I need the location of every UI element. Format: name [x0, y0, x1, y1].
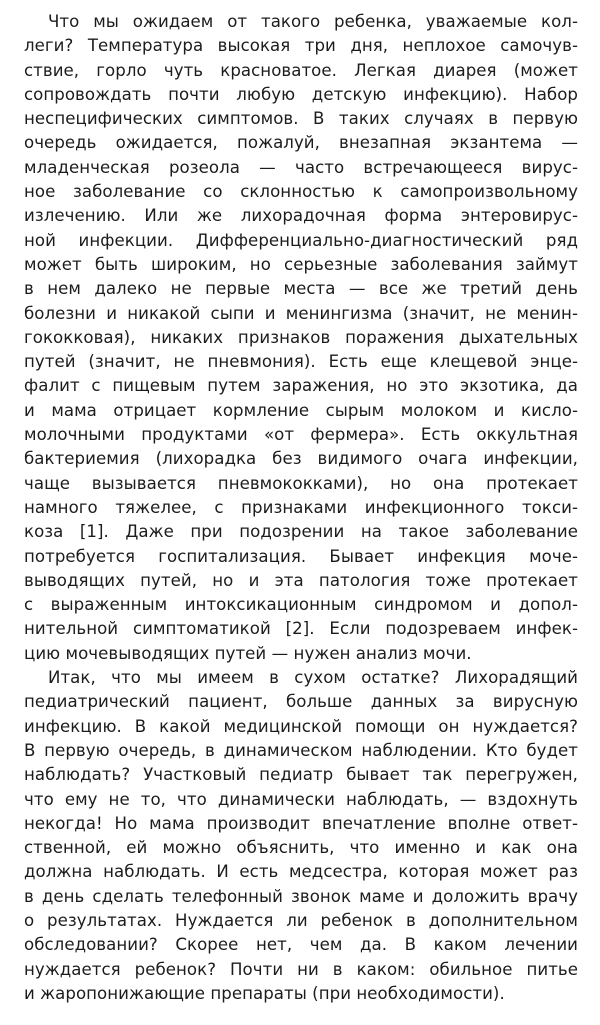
text-line: В первую очередь, в динамическом наблюдении. Кто будет	[24, 740, 578, 760]
text-line: младенческая розеола — часто встречающееся вирус-	[24, 157, 578, 177]
text-line: чаще вызывается пневмококками), но она протекает	[24, 473, 578, 493]
text-line: некогда! Но мама производит впечатление вполне ответ-	[24, 813, 578, 833]
text-line: потребуется госпитализация. Бывает инфекция моче-	[24, 546, 578, 566]
text-line: о результатах. Нуждается ли ребенок в дополнительном	[24, 910, 578, 930]
text-line: ной инфекции. Дифференциально-диагностический ряд	[24, 230, 578, 250]
text-line: сопровождать почти любую детскую инфекцию). Набор	[24, 84, 578, 104]
text-line: Итак, что мы имеем в сухом остатке? Лихорадящий	[48, 668, 578, 688]
paragraph-2	[24, 666, 578, 1006]
text-line: неспецифических симптомов. В таких случаях в первую	[24, 109, 578, 129]
text-line: гококковая), никаких признаков поражения дыхательных	[24, 327, 578, 347]
text-line: с выраженным интоксикационным синдромом и допол-	[24, 595, 578, 615]
text-line: нуждается ребенок? Почти ни в каком: обильное питье	[24, 959, 578, 979]
text-line: может быть широким, но серьезные заболевания займут	[24, 254, 578, 274]
text-line: цию мочевыводящих путей — нужен анализ мочи.	[24, 643, 472, 663]
text-line: нительной симптоматикой [2]. Если подозреваем инфек-	[24, 619, 578, 639]
text-line: педиатрический пациент, больше данных за вирусную	[24, 692, 578, 712]
text-line: в нем далеко не первые места — все же третий день	[24, 279, 578, 299]
text-line: и жаропонижающие препараты (при необходимости).	[24, 983, 505, 1003]
text-line: инфекцию. В какой медицинской помощи он нуждается?	[24, 716, 578, 736]
paragraph-1	[24, 10, 578, 666]
text-line: обследовании? Скорее нет, чем да. В каком лечении	[24, 935, 578, 955]
text-line: и мама отрицает кормление сырым молоком и кисло-	[24, 400, 578, 420]
text-line: выводящих путей, но и эта патология тоже протекает	[24, 570, 578, 590]
text-line: в день сделать телефонный звонок маме и доложить врачу	[24, 886, 578, 906]
text-line: ственной, ей можно объяснить, что именно и как она	[24, 838, 578, 858]
text-line: коза [1]. Даже при подозрении на такое заболевание	[24, 522, 578, 542]
text-line: молочными продуктами «от фермера». Есть оккультная	[24, 425, 578, 445]
text-line: излечению. Или же лихорадочная форма энтеровирус-	[24, 206, 578, 226]
text-line: фалит с пищевым путем заражения, но это экзотика, да	[24, 376, 578, 396]
text-line: очередь ожидается, пожалуй, внезапная экзантема —	[24, 133, 578, 153]
text-line: что ему не то, что динамически наблюдать, — вздохнуть	[24, 789, 578, 809]
text-line: ное заболевание со склонностью к самопроизвольному	[24, 182, 578, 202]
text-line: должна наблюдать. И есть медсестра, которая может раз	[24, 862, 578, 882]
text-line: леги? Температура высокая три дня, неплохое самочув-	[24, 36, 578, 56]
text-line: болезни и никакой сыпи и менингизма (значит, не менин-	[24, 303, 578, 323]
text-line: ствие, горло чуть красноватое. Легкая диарея (может	[24, 60, 578, 80]
text-line: Что мы ожидаем от такого ребенка, уважаемые кол-	[48, 12, 578, 31]
text-line: бактериемия (лихорадка без видимого очага инфекции,	[24, 449, 578, 469]
text-line: наблюдать? Участковый педиатр бывает так перегружен,	[24, 765, 578, 785]
text-line: намного тяжелее, с признаками инфекционного токси-	[24, 497, 578, 517]
text-line: путей (значит, не пневмония). Есть еще клещевой энце-	[24, 352, 578, 372]
